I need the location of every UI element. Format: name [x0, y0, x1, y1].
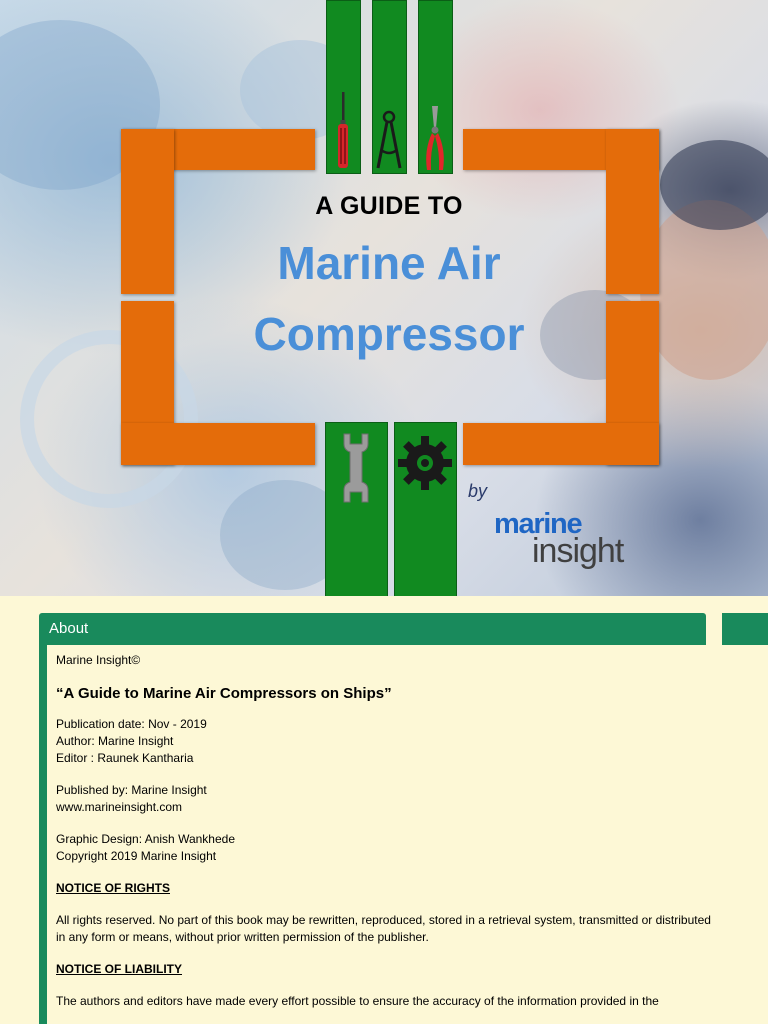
notice-of-liability-heading: NOTICE OF LIABILITY: [56, 962, 182, 976]
spacer: [56, 978, 716, 993]
editor-line: Editor : Raunek Kantharia: [56, 751, 194, 765]
notice-of-liability-text: The authors and editors have made every effort possible to ensure the accuracy of the information provided in the: [56, 994, 659, 1008]
notice-of-rights-heading: NOTICE OF RIGHTS: [56, 881, 170, 895]
spacer: [56, 946, 716, 961]
spacer: [56, 897, 716, 912]
pliers-icon: [422, 106, 448, 172]
cover-subtitle: A GUIDE TO: [315, 192, 463, 220]
wrench-icon: [336, 432, 376, 504]
book-title: “A Guide to Marine Air Compressors on Ships”: [56, 685, 392, 702]
website-line: www.marineinsight.com: [56, 800, 183, 814]
published-by-line: Published by: Marine Insight: [56, 783, 207, 797]
compass-icon: [375, 110, 403, 170]
left-rule: [39, 645, 47, 1024]
bracket-bottom-left-horizontal: [121, 423, 315, 465]
spacer: [56, 767, 716, 782]
notice-of-rights-text: All rights reserved. No part of this book may be rewritten, reproduced, stored in a retrieval system, transmitted or distributed in any form or means, without prior written permission of the publisher.: [56, 913, 711, 944]
about-content: [56, 652, 716, 1010]
author-line: Author: Marine Insight: [56, 734, 174, 748]
logo-word-insight: insight: [532, 532, 624, 570]
screwdriver-icon: [333, 92, 353, 170]
publication-date: Publication date: Nov - 2019: [56, 717, 207, 731]
marine-insight-logo: [494, 510, 664, 572]
side-tab: [722, 613, 768, 645]
copyright-mark: Marine Insight©: [56, 653, 141, 667]
gear-icon: [398, 436, 452, 490]
spacer: [56, 865, 716, 880]
about-heading: About: [49, 620, 89, 637]
bracket-bottom-right-horizontal: [463, 423, 659, 465]
cover-title-line-2: Compressor: [253, 308, 525, 360]
cover-by-label: by: [468, 481, 488, 501]
about-header-bar: [39, 613, 706, 645]
logo-word-marine: marine: [494, 508, 582, 540]
spacer: [56, 816, 716, 831]
graphic-design-line: Graphic Design: Anish Wankhede: [56, 832, 235, 846]
copyright-line: Copyright 2019 Marine Insight: [56, 849, 217, 863]
cover-title-line-1: Marine Air: [277, 237, 501, 289]
